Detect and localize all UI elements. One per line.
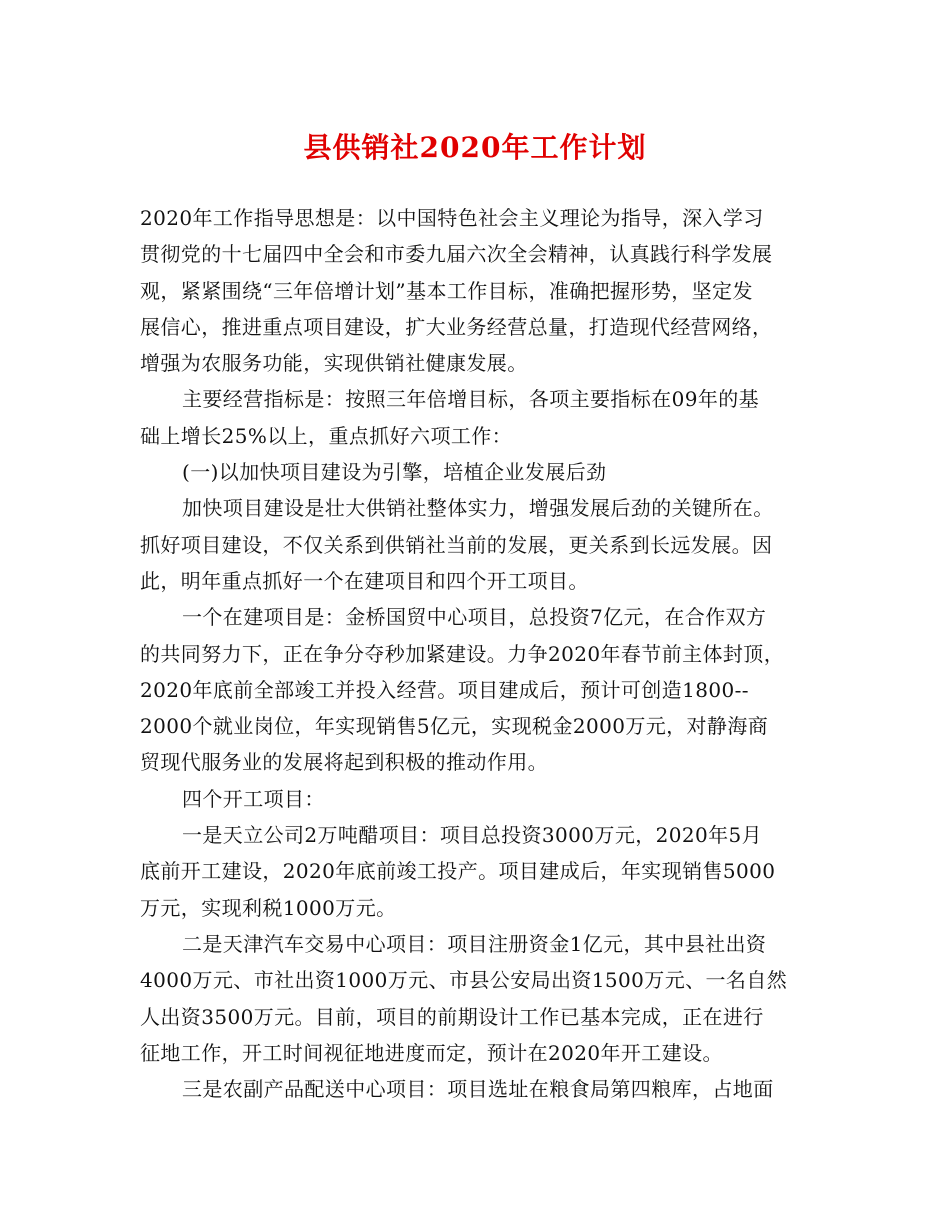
body-line: (一)以加快项目建设为引擎，培植企业发展后劲 xyxy=(182,460,607,485)
body-line: 抓好项目建设，不仅关系到供销社当前的发展，更关系到长远发展。因 xyxy=(140,532,773,557)
body-line: 贸现代服务业的发展将起到积极的推动作用。 xyxy=(140,750,548,775)
body-line: 底前开工建设，2020年底前竣工投产。项目建成后，年实现销售5000 xyxy=(140,859,776,884)
document-body xyxy=(140,200,820,1107)
body-line: 2000个就业岗位，年实现销售5亿元，实现税金2000万元，对静海商 xyxy=(140,714,769,739)
body-line: 主要经营指标是：按照三年倍增目标，各项主要指标在09年的基 xyxy=(182,387,760,412)
body-line: 此，明年重点抓好一个在建项目和四个开工项目。 xyxy=(140,568,589,593)
document-title: 县供销社2020年工作计划 xyxy=(303,131,647,164)
body-line: 础上增长25%以上，重点抓好六项工作： xyxy=(140,423,513,448)
body-line: 三是农副产品配送中心项目：项目选址在粮食局第四粮库，占地面 xyxy=(182,1077,774,1102)
body-line: 增强为农服务功能，实现供销社健康发展。 xyxy=(140,351,528,376)
body-line: 展信心，推进重点项目建设，扩大业务经营总量，打造现代经营网络， xyxy=(140,314,773,339)
body-line: 4000万元、市社出资1000万元、市县公安局出资1500万元、一名自然 xyxy=(140,968,788,993)
body-line: 人出资3500万元。目前，项目的前期设计工作已基本完成，正在进行 xyxy=(140,1004,764,1029)
body-line: 一个在建项目是：金桥国贸中心项目，总投资7亿元，在合作双方 xyxy=(182,605,767,630)
body-line: 加快项目建设是壮大供销社整体实力，增强发展后劲的关键所在。 xyxy=(182,496,774,521)
body-line: 贯彻党的十七届四中全会和市委九届六次全会精神，认真践行科学发展 xyxy=(140,242,773,267)
body-line: 四个开工项目： xyxy=(182,786,325,811)
body-line: 的共同努力下，正在争分夺秒加紧建设。力争2020年春节前主体封顶， xyxy=(140,641,785,666)
body-line: 征地工作，开工时间视征地进度而定，预计在2020年开工建设。 xyxy=(140,1040,723,1065)
body-line: 观，紧紧围绕“三年倍增计划”基本工作目标，准确把握形势，坚定发 xyxy=(140,278,753,303)
body-line: 一是天立公司2万吨醋项目：项目总投资3000万元，2020年5月 xyxy=(182,823,763,848)
body-line: 二是天津汽车交易中心项目：项目注册资金1亿元，其中县社出资 xyxy=(182,931,767,956)
body-line: 2020年底前全部竣工并投入经营。项目建成后，预计可创造1800-- xyxy=(140,677,749,702)
body-line: 万元，实现利税1000万元。 xyxy=(140,895,397,920)
body-line: 2020年工作指导思想是：以中国特色社会主义理论为指导，深入学习 xyxy=(140,206,764,230)
